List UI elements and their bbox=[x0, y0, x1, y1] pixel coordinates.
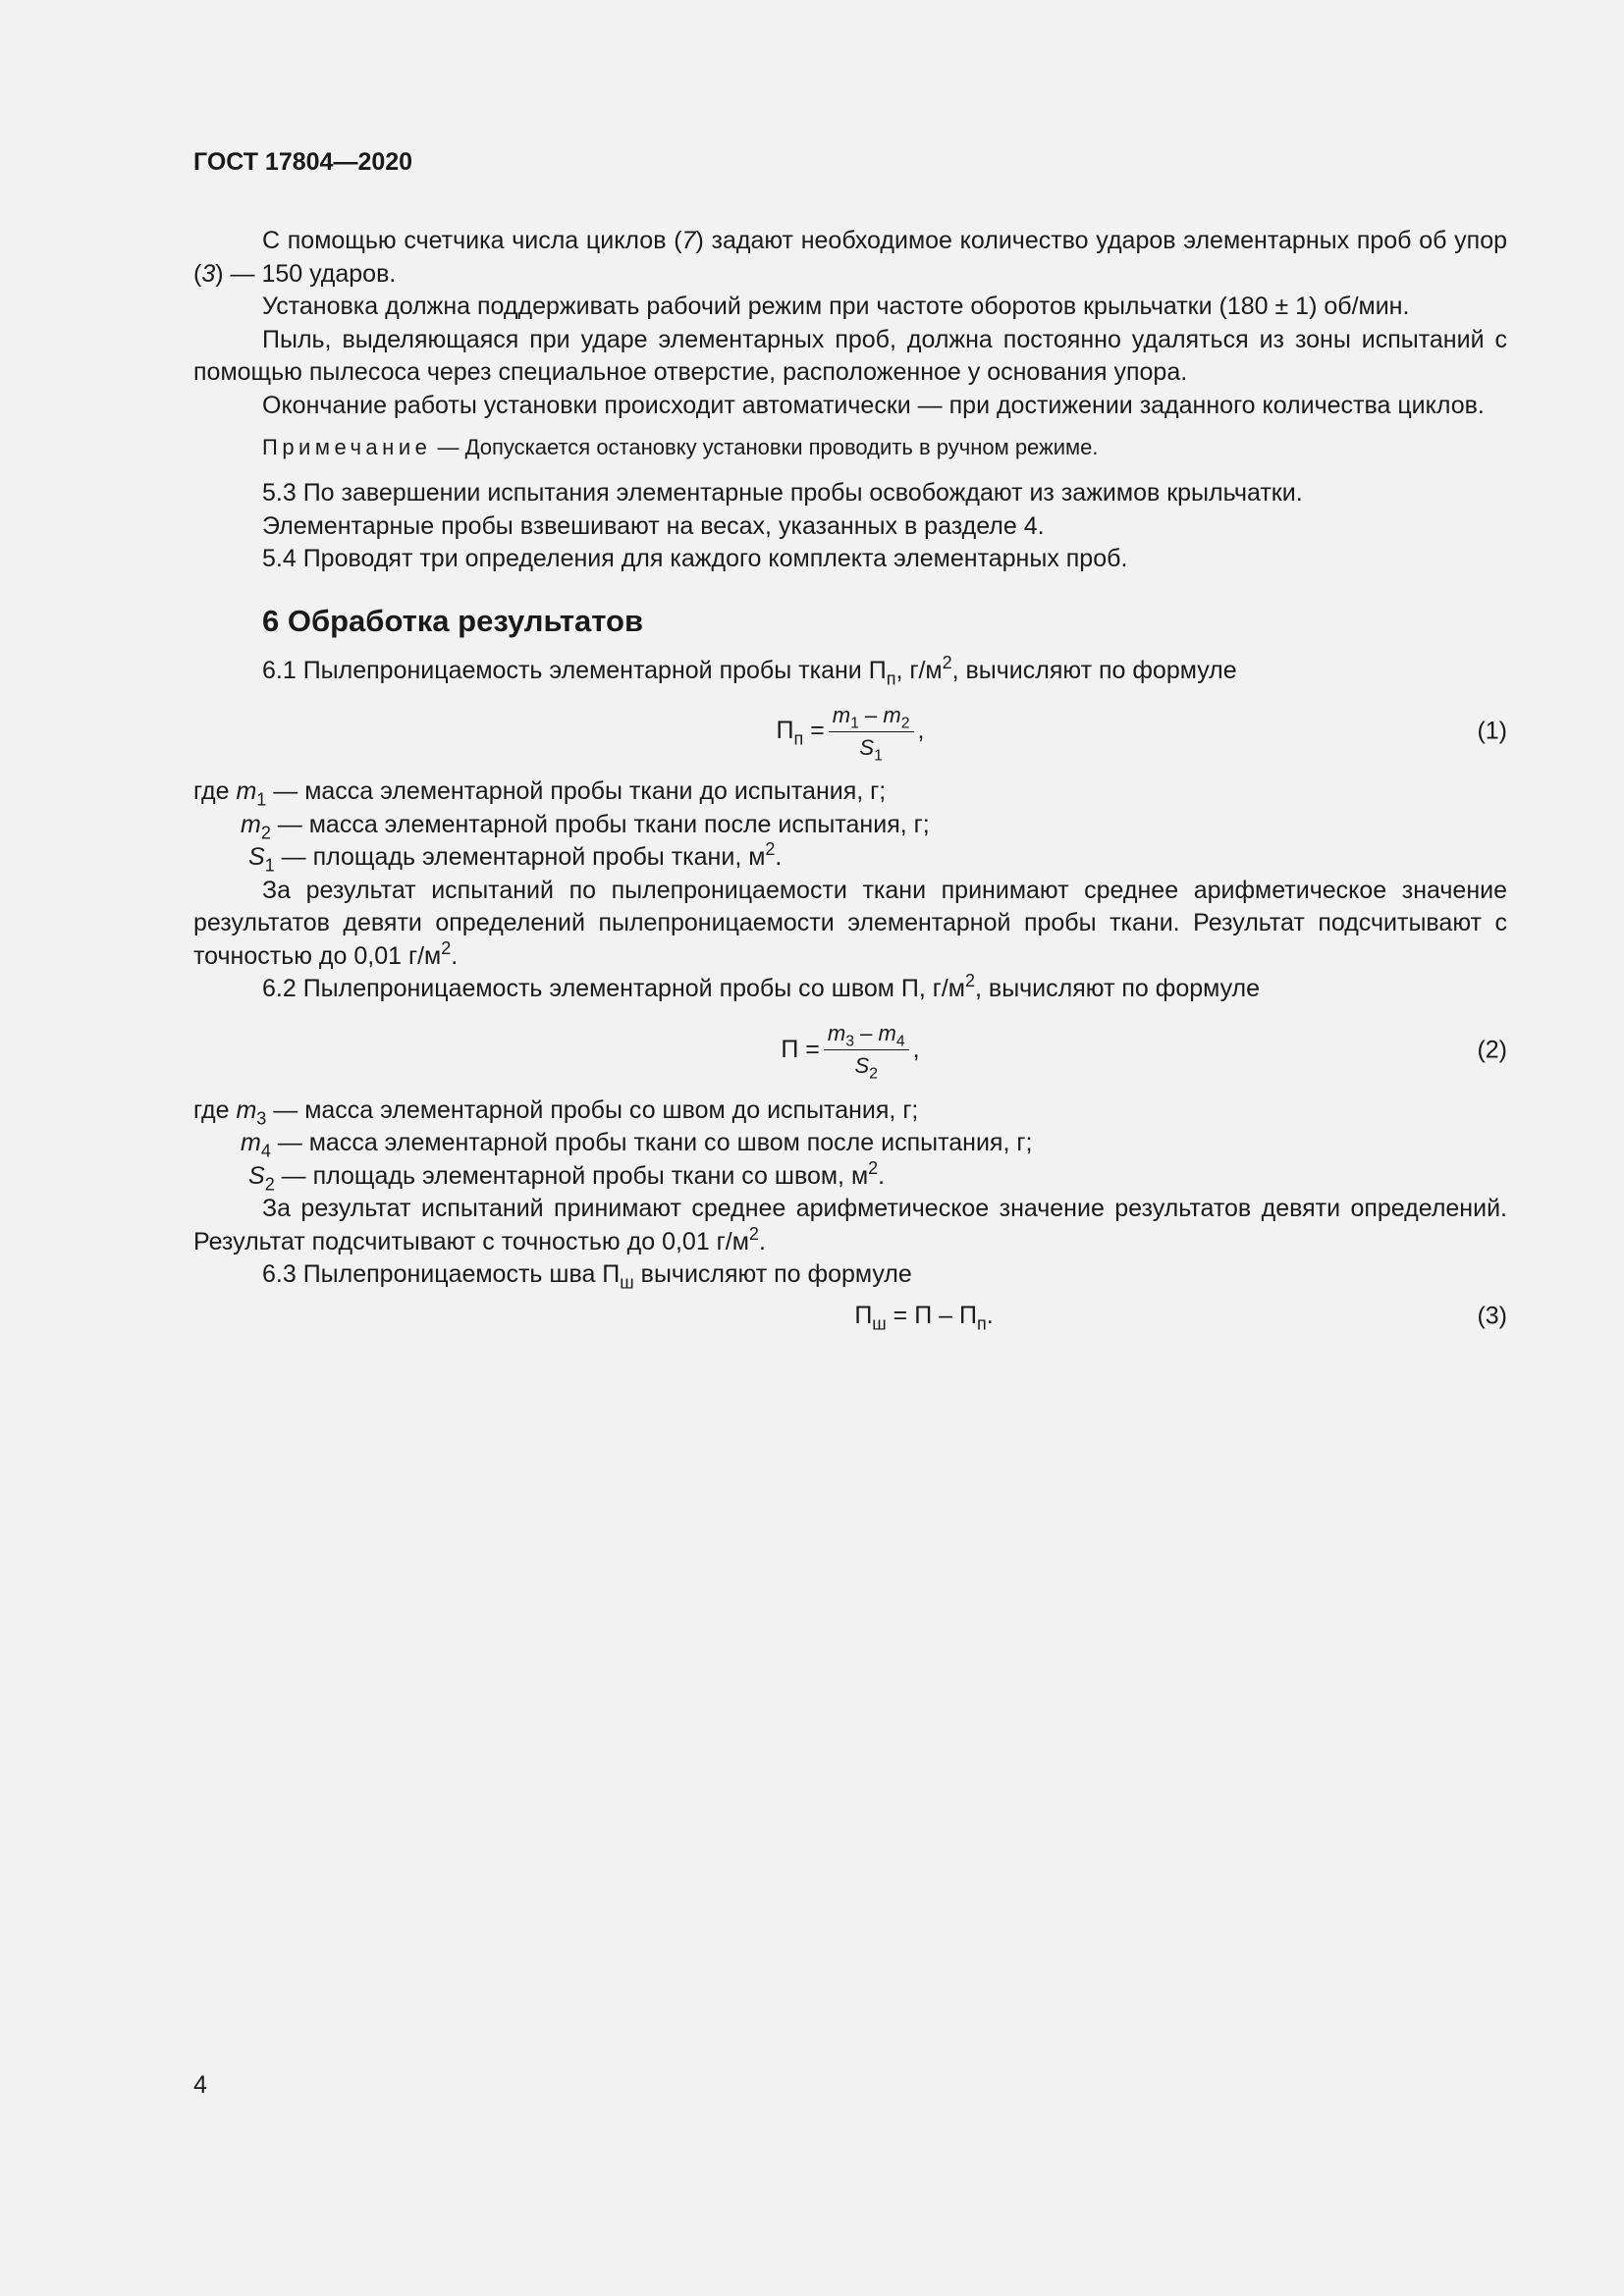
paragraph-6-1-result: За результат испытаний по пылепроницаемости ткани принимают среднее арифметическое значение результатов девяти определений пылепроницаемости элементарной пробы ткани. Результат подсчитывают с точностью до 0,01 $г/м^2$. bbox=[193, 876, 1507, 970]
paragraph-6-1: 6.1 Пылепроницаемость элементарной пробы ткани $П_п$, $г/м^2$, вычисляют по формуле bbox=[262, 652, 1237, 688]
paragraph-6-3: 6.3 Пылепроницаемость шва $П_ш$ вычисляют по формуле bbox=[262, 1260, 912, 1293]
formula-1: $П_п$ = $\frac{m_1 - m_2}{S_1}$ , (1) bbox=[776, 702, 1507, 765]
formula-2-number: (2) bbox=[1477, 1035, 1507, 1063]
page-number: 4 bbox=[193, 2071, 207, 2099]
paragraph-6-2: 6.2 Пылепроницаемость элементарной пробы со швом П, $г/м^2$, вычисляют по формуле bbox=[262, 971, 1261, 1002]
formula-1-fraction: $\frac{m_1 - m_2}{S_1}$ bbox=[829, 702, 914, 762]
paragraph-speed: Установка должна поддерживать рабочий режим при частоте оборотов крыльчатки (180 ± 1) об/мин. bbox=[262, 293, 1410, 320]
note-text: — Допускается остановку установки проводить в ручном режиме. bbox=[431, 435, 1099, 459]
legend-formula-2: где $m_3$ — масса элементарной пробы со швом до испытания, г; $m_4$ — масса элементарной пробы ткани со швом после испытания, г; $S_2$ — площадь элементарной пробы ткани со швом, $м^2$. bbox=[193, 1095, 1033, 1194]
document-header: ГОСТ 17804—2020 bbox=[193, 148, 413, 176]
formula-3: $П_ш = П - П_п$. (3) bbox=[854, 1301, 1507, 1334]
paragraph-dust: Пыль, выделяющаяся при ударе элементарных проб, должна постоянно удаляться из зоны испытаний с помощью пылесоса через специальное отверстие, расположенное у основания упора. bbox=[193, 325, 1507, 386]
formula-2-fraction: $\frac{m_3 - m_4}{S_2}$ bbox=[824, 1020, 909, 1080]
formula-2: П = $\frac{m_3 - m_4}{S_2}$ , (2) bbox=[781, 1021, 1507, 1083]
section-title: 6 Обработка результатов bbox=[262, 603, 644, 638]
note-label: Примечание bbox=[262, 435, 432, 459]
paragraph-6-2-result: За результат испытаний принимают среднее арифметическое значение результатов девяти определений. Результат подсчитывают с точностью до 0,01 $г/м^2$. bbox=[193, 1195, 1507, 1255]
legend-formula-1: где $m_1$ — масса элементарной пробы ткани до испытания, г; $m_2$ — масса элементарной пробы ткани после испытания, г; $S_1$ — площадь элементарной пробы ткани, $м^2$. bbox=[193, 777, 930, 876]
document-body bbox=[193, 225, 1507, 1341]
paragraph-5-3: 5.3 По завершении испытания элементарные пробы освобождают из зажимов крыльчатки. bbox=[262, 479, 1303, 507]
paragraph-end: Окончание работы установки происходит автоматически — при достижении заданного количества циклов. bbox=[262, 391, 1485, 419]
formula-1-number: (1) bbox=[1477, 717, 1507, 745]
paragraph-5-4: 5.4 Проводят три определения для каждого комплекта элементарных проб. bbox=[262, 545, 1128, 572]
paragraph-5-3-weigh: Элементарные пробы взвешивают на весах, указанных в разделе 4. bbox=[262, 511, 1045, 540]
note bbox=[193, 432, 1507, 463]
paragraph-counter: С помощью счетчика числа циклов (7) задают необходимое количество ударов элементарных проб об упор (3) — 150 ударов. bbox=[193, 227, 1507, 288]
formula-3-number: (3) bbox=[1477, 1301, 1507, 1329]
